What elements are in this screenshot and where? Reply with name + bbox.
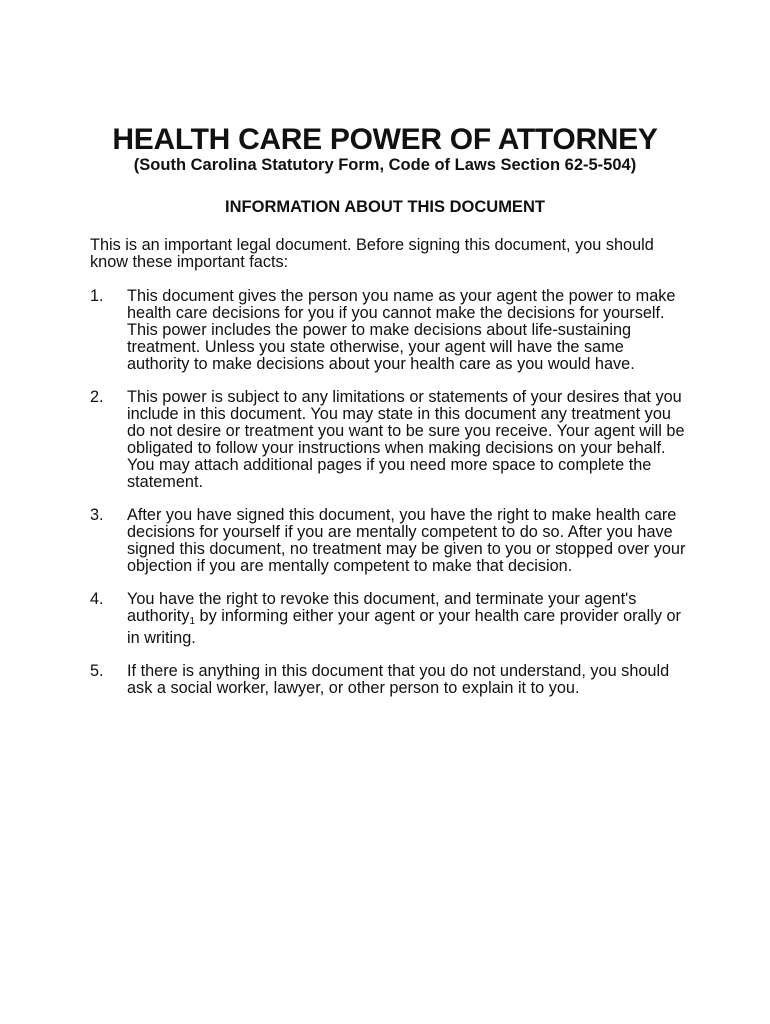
list-item-text-part: You have the right to revoke this document, and terminate your agent's authority (127, 590, 637, 625)
list-item (90, 288, 690, 373)
list-item-text: After you have signed this document, you have the right to make health care decisions for yourself if you are mentally competent to do so. After you have signed this document, no treatment may be given to you or stopped over your objection if you are mentally competent to make that decision. (127, 506, 686, 575)
list-item-text-part: by informing either your agent or your health care provider orally or in writing. (127, 607, 681, 647)
list-item-number: 5. (90, 662, 104, 680)
list-item (90, 389, 690, 491)
list-item-text: If there is anything in this document that you do not understand, you should ask a social worker, lawyer, or other person to explain it to you. (127, 662, 670, 697)
section-heading: INFORMATION ABOUT THIS DOCUMENT (225, 198, 545, 216)
document-subtitle: (South Carolina Statutory Form, Code of Laws Section 62-5-504) (133, 156, 637, 174)
list-item-text (127, 591, 690, 647)
list-item-text: This power is subject to any limitations or statements of your desires that you include in this document. You may state in this document any treatment you do not desire or treatment you want to be sure you receive. Your agent will be obligated to follow your instructions when making decisions on your behalf. You may attach additional pages if you need more space to complete the statement. (127, 388, 685, 491)
intro-paragraph: This is an important legal document. Before signing this document, you should know these important facts: (90, 236, 654, 271)
list-item-number: 2. (90, 388, 104, 406)
document-title: HEALTH CARE POWER OF ATTORNEY (112, 123, 658, 156)
footnote-subscript: 1 (189, 616, 196, 627)
list-item (90, 591, 690, 647)
facts-list (90, 288, 690, 713)
list-item-text: This document gives the person you name as your agent the power to make health care decisions for you if you cannot make the decisions for yourself. This power includes the power to make decisions about life-sustaining treatment. Unless you state otherwise, your agent will have the same authority to make decisions about your health care as you would have. (127, 287, 676, 373)
list-item (90, 507, 690, 575)
list-item-number: 4. (90, 590, 104, 608)
list-item (90, 663, 690, 697)
list-item-number: 1. (90, 287, 104, 305)
list-item-number: 3. (90, 506, 104, 524)
